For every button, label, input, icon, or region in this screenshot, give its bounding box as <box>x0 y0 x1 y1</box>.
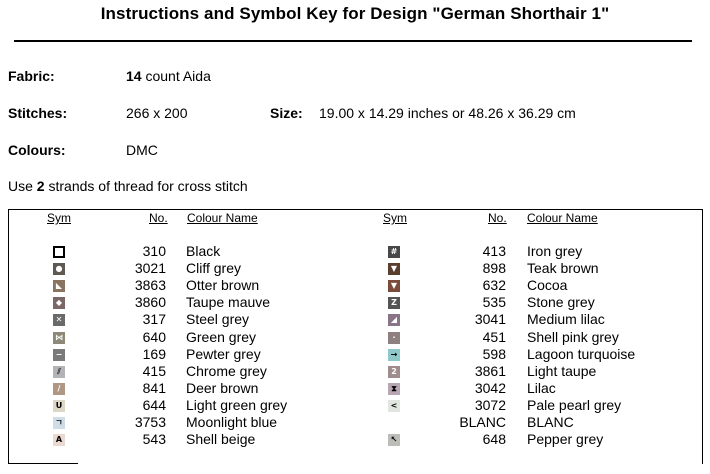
dmc-number: 898 <box>482 260 506 276</box>
stitches-label: Stitches: <box>8 105 68 121</box>
arrow-right-icon: → <box>388 349 400 361</box>
colours-value: DMC <box>126 142 158 158</box>
triangle-icon: ◢ <box>388 314 400 326</box>
number-two-icon: 2 <box>388 366 400 378</box>
down-triangle-icon: ▼ <box>388 280 400 292</box>
table-row <box>0 311 710 328</box>
colour-name: Lagoon turquoise <box>527 346 636 362</box>
table-row <box>0 380 710 397</box>
dmc-number: 648 <box>482 431 506 447</box>
header-name-right: Colour Name <box>527 211 598 225</box>
colour-name: Cliff grey <box>186 260 241 276</box>
slash-icon: / <box>53 383 65 395</box>
dmc-number: 310 <box>142 243 166 259</box>
colour-name: Shell pink grey <box>527 329 619 345</box>
blank-icon <box>388 417 400 429</box>
dmc-number: 451 <box>482 329 506 345</box>
table-row <box>0 431 710 448</box>
table-row <box>0 397 710 414</box>
colour-name: Teak brown <box>527 260 599 276</box>
dmc-number: 640 <box>142 329 166 345</box>
dmc-number: 3072 <box>474 397 506 413</box>
header-name-left: Colour Name <box>187 211 258 225</box>
table-bottom-border <box>8 463 78 464</box>
table-row <box>0 243 710 260</box>
colours-label: Colours: <box>8 142 66 158</box>
fabric-type: count Aida <box>141 68 211 84</box>
dmc-number: BLANC <box>459 414 506 430</box>
colour-name: BLANC <box>527 414 574 430</box>
colour-name: Light green grey <box>186 397 288 413</box>
dmc-number: 543 <box>142 431 166 447</box>
down-triangle-icon: ▼ <box>388 263 400 275</box>
colour-name: Light taupe <box>527 363 597 379</box>
colour-name: Pewter grey <box>186 346 261 362</box>
table-row <box>0 277 710 294</box>
dmc-number: 317 <box>142 311 166 327</box>
dmc-number: 3041 <box>474 311 506 327</box>
dmc-number: 3021 <box>134 260 166 276</box>
colour-name: Lilac <box>527 380 556 396</box>
colour-name: Steel grey <box>186 311 250 327</box>
triangle-icon: ◣ <box>53 280 65 292</box>
dot-icon: · <box>388 332 400 344</box>
dmc-number: 535 <box>482 294 506 310</box>
table-row <box>0 294 710 311</box>
dmc-number: 3861 <box>474 363 506 379</box>
header-no-left: No. <box>149 211 168 225</box>
double-slash-icon: ⫽ <box>53 366 65 378</box>
diamond-icon: ◆ <box>53 297 65 309</box>
colour-name: Deer brown <box>186 380 259 396</box>
size-value: 19.00 x 14.29 inches or 48.26 x 36.29 cm <box>319 105 576 121</box>
colour-name: Cocoa <box>527 277 568 293</box>
dmc-number: 598 <box>482 346 506 362</box>
table-row <box>0 414 710 431</box>
dmc-number: 3863 <box>134 277 166 293</box>
colour-name: Green grey <box>186 329 257 345</box>
circle-icon: ● <box>53 263 65 275</box>
colour-name: Black <box>186 243 221 259</box>
dmc-number: 644 <box>142 397 166 413</box>
instruction-text: Use 2 strands of thread for cross stitch <box>8 178 248 194</box>
fabric-label: Fabric: <box>8 68 55 84</box>
colour-name: Chrome grey <box>186 363 267 379</box>
dmc-number: 841 <box>142 380 166 396</box>
dmc-number: 3860 <box>134 294 166 310</box>
bowtie-icon: ⋈ <box>55 333 63 342</box>
strand-count: 2 <box>36 178 45 194</box>
letter-a-icon: A <box>53 434 65 446</box>
table-row <box>0 363 710 380</box>
fabric-value <box>126 68 211 84</box>
fabric-count: 14 <box>126 68 142 84</box>
page-title: Instructions and Symbol Key for Design "German Shorthair 1" <box>100 4 610 23</box>
dmc-number: 632 <box>482 277 506 293</box>
header-sym-right: Sym <box>383 211 407 225</box>
dmc-number: 3042 <box>474 380 506 396</box>
colour-name: Pepper grey <box>527 431 604 447</box>
letter-z-icon: Z <box>388 297 400 309</box>
dmc-number: 413 <box>482 243 506 259</box>
corner-bracket-icon: ㄱ <box>53 417 65 429</box>
header-sym-left: Sym <box>47 211 71 225</box>
table-row <box>0 346 710 363</box>
table-row <box>0 329 710 346</box>
colour-name: Shell beige <box>186 431 256 447</box>
hourglass-icon: ⧗ <box>388 383 400 395</box>
dmc-number: 3753 <box>134 414 166 430</box>
colour-name: Moonlight blue <box>186 414 278 430</box>
colour-name: Pale pearl grey <box>527 397 622 413</box>
title-underline <box>14 40 692 42</box>
hash-icon: # <box>388 246 400 258</box>
cross-icon: ✕ <box>53 314 65 326</box>
table-row <box>0 260 710 277</box>
dash-icon: − <box>53 349 65 361</box>
colour-name: Otter brown <box>186 277 260 293</box>
dmc-number: 169 <box>142 346 166 362</box>
size-label: Size: <box>270 105 303 121</box>
dmc-number: 415 <box>142 363 166 379</box>
header-no-right: No. <box>488 211 507 225</box>
colour-name: Medium lilac <box>527 311 605 327</box>
colour-name: Iron grey <box>527 243 583 259</box>
colour-name: Stone grey <box>527 294 595 310</box>
arrow-upleft-icon: ↖ <box>388 434 400 446</box>
less-than-icon: < <box>388 400 400 412</box>
u-shape-icon: U <box>53 400 65 412</box>
colour-name: Taupe mauve <box>186 294 271 310</box>
stitches-value: 266 x 200 <box>126 105 188 121</box>
